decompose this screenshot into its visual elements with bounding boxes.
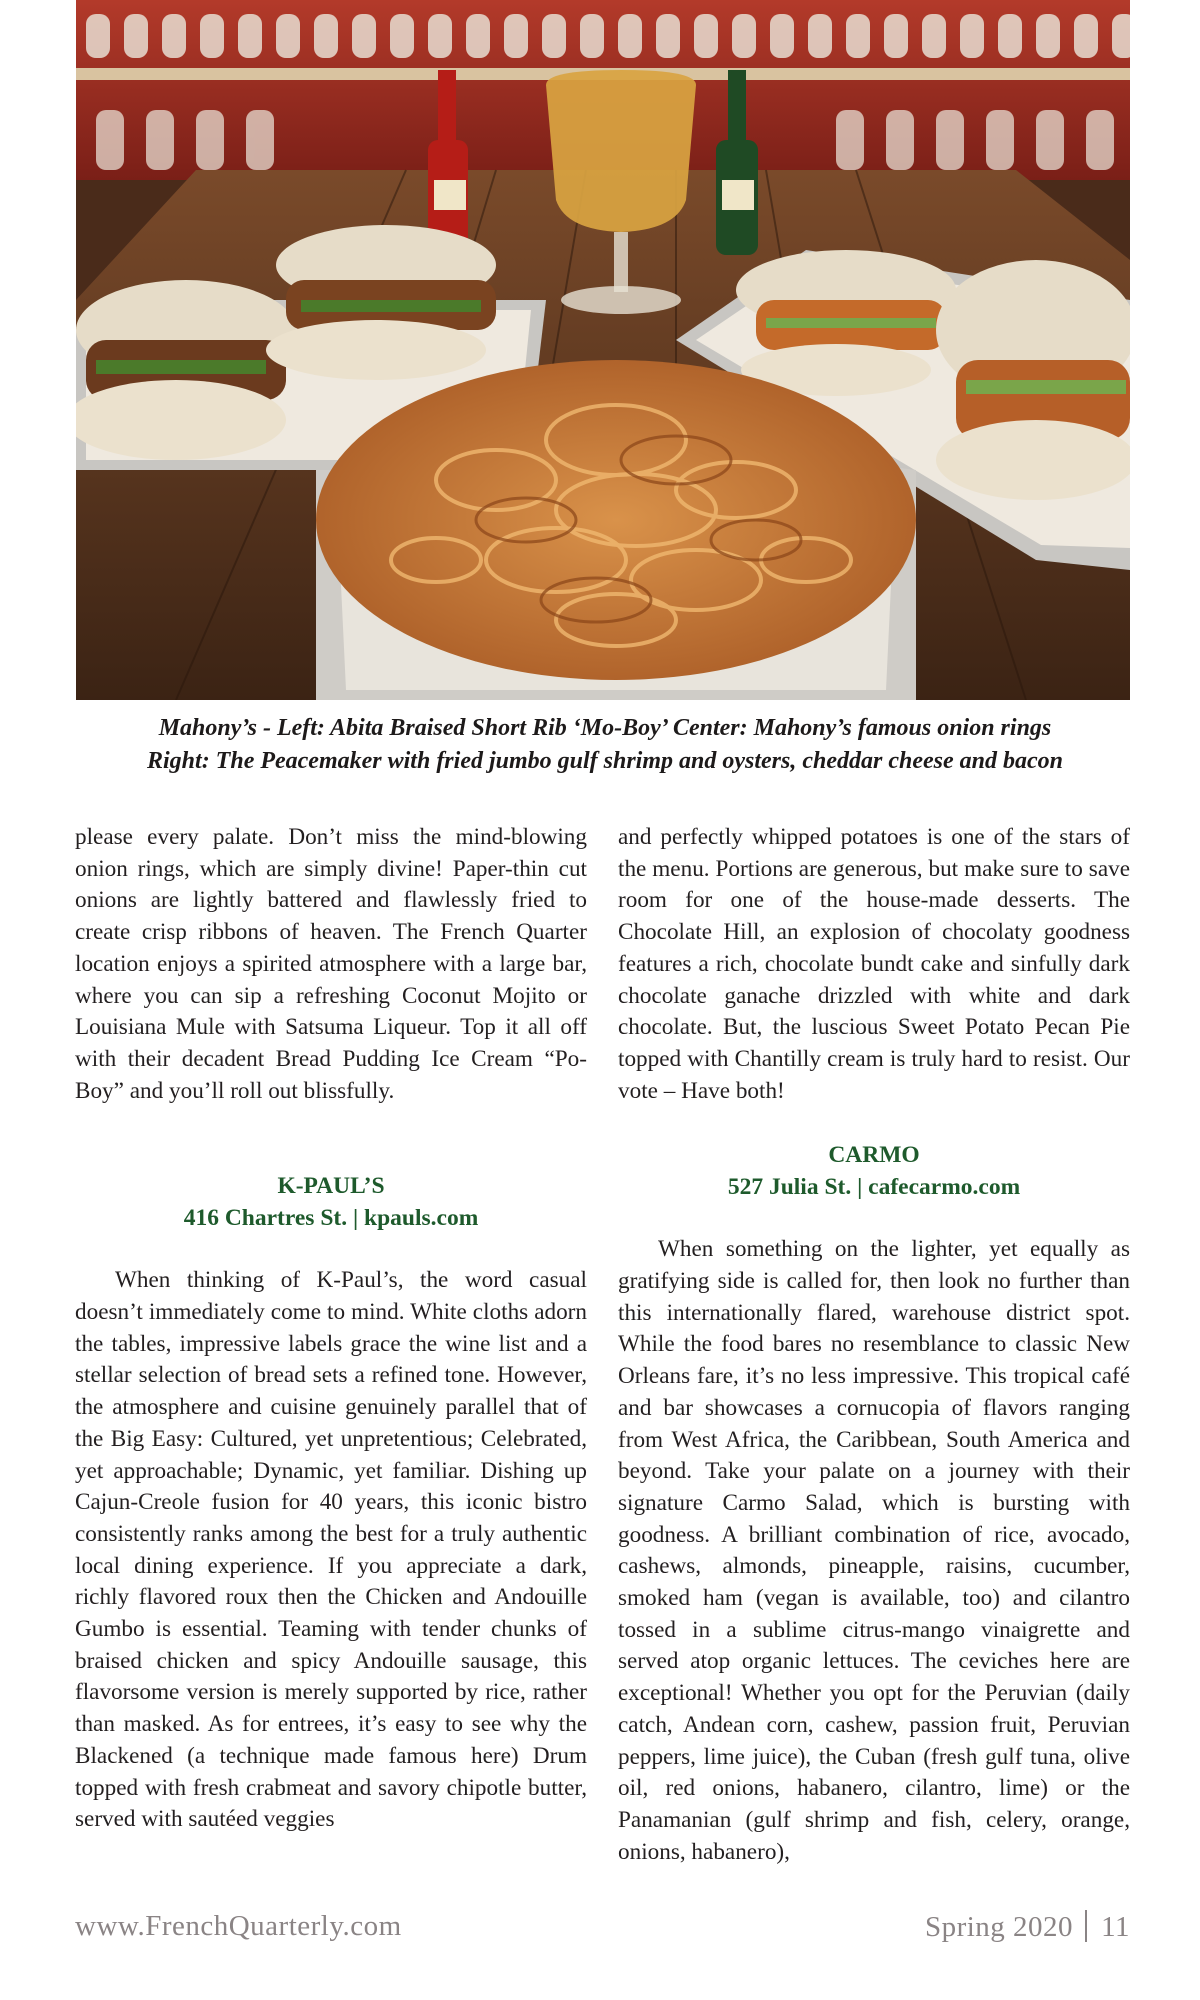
kpauls-address: 416 Chartres St. | kpauls.com: [183, 1205, 479, 1232]
footer-divider: [1085, 1910, 1087, 1942]
right-column: [618, 822, 1130, 1868]
footer-website: www.FrenchQuarterly.com: [75, 1910, 402, 1942]
left-column: [75, 822, 587, 1836]
carmo-address: 527 Julia St. | cafecarmo.com: [727, 1174, 1021, 1201]
food-photo: [76, 0, 1130, 700]
footer-issue: [925, 1910, 1130, 1944]
kpauls-paragraph: When thinking of K-Paul’s, the word casual doesn’t immediately come to mind. White cloths adorn the tables, impressive labels grace the wine list and a stellar selection of bread sets a refined tone. However, the atmosphere and cuisine genuinely parallel that of the Big Easy: Cultured, yet unpretentious; Celebrated, yet approachable; Dynamic, yet familiar. Dishing up Cajun-Creole fusion for 40 years, this iconic bistro consistently ranks among the best for a truly authentic local dining experience. If you appreciate a dark, richly flavored roux then the Chicken and Andouille Gumbo is essential. Teaming with tender chunks of braised chicken and spicy Andouille sausage, this flavorsome version is merely supported by rice, rather than masked. As for entrees, it’s easy to see why the Blackened (a technique made famous here) Drum topped with fresh crabmeat and savory chipotle butter, served with sautéed veggies: [75, 1267, 587, 1833]
caption-line-2: Right: The Peacemaker with fried jumbo gulf shrimp and oysters, cheddar cheese and bacon: [147, 748, 1063, 774]
carmo-paragraph: When something on the lighter, yet equally as gratifying side is called for, then look no further than this internationally flared, warehouse district spot. While the food bares no resemblance to classic New Orleans fare, it’s no less impressive. This tropical café and bar showcases a cornucopia of flavors ranging from West Africa, the Caribbean, South America and beyond. Take your palate on a journey with their signature Carmo Salad, which is bursting with goodness. A brilliant combination of rice, avocado, cashews, almonds, pineapple, raisins, cucumber, smoked ham (vegan is available, too) and cilantro tossed in a sublime citrus-mango vinaigrette and served atop organic lettuces. The ceviches here are exceptional! Whether you opt for the Peruvian (daily catch, Andean corn, cashew, passion fruit, Peruvian peppers, lime juice), the Cuban (fresh gulf tuna, olive oil, red onions, habanero, cilantro, lime) or the Panamanian (gulf shrimp and fish, celery, orange, onions, habanero),: [618, 1236, 1130, 1865]
page-number: 11: [1101, 1911, 1130, 1943]
kpauls-heading: K-PAUL’S: [277, 1173, 385, 1200]
photo-caption: [60, 712, 1150, 778]
footer-issue-label: Spring 2020: [924, 1911, 1074, 1943]
kpauls-continued-paragraph: and perfectly whipped potatoes is one of the stars of the menu. Portions are generous, but make sure to save room for one of the house-made desserts. The Chocolate Hill, an explosion of chocolaty goodness features a rich, chocolate bundt cake and sinfully dark chocolate ganache drizzled with white and dark chocolate. But, the luscious Sweet Potato Pecan Pie topped with Chantilly cream is truly hard to resist. Our vote – Have both!: [618, 824, 1130, 1104]
mahonys-continued-paragraph: please every palate. Don’t miss the mind-blowing onion rings, which are simply divine! Paper-thin cut onions are lightly battered and flawlessly fried to create crisp ribbons of heaven. The French Quarter location enjoys a spirited atmosphere with a large bar, where you can sip a refreshing Coconut Mojito or Louisiana Mule with Satsuma Liqueur. Top it all off with their decadent Bread Pudding Ice Cream “Po-Boy” and you’ll roll out blissfully.: [75, 824, 587, 1104]
carmo-heading: CARMO: [828, 1142, 920, 1169]
caption-line-1: Mahony’s - Left: Abita Braised Short Rib ‘Mo-Boy’ Center: Mahony’s famous onion rings: [158, 715, 1052, 741]
